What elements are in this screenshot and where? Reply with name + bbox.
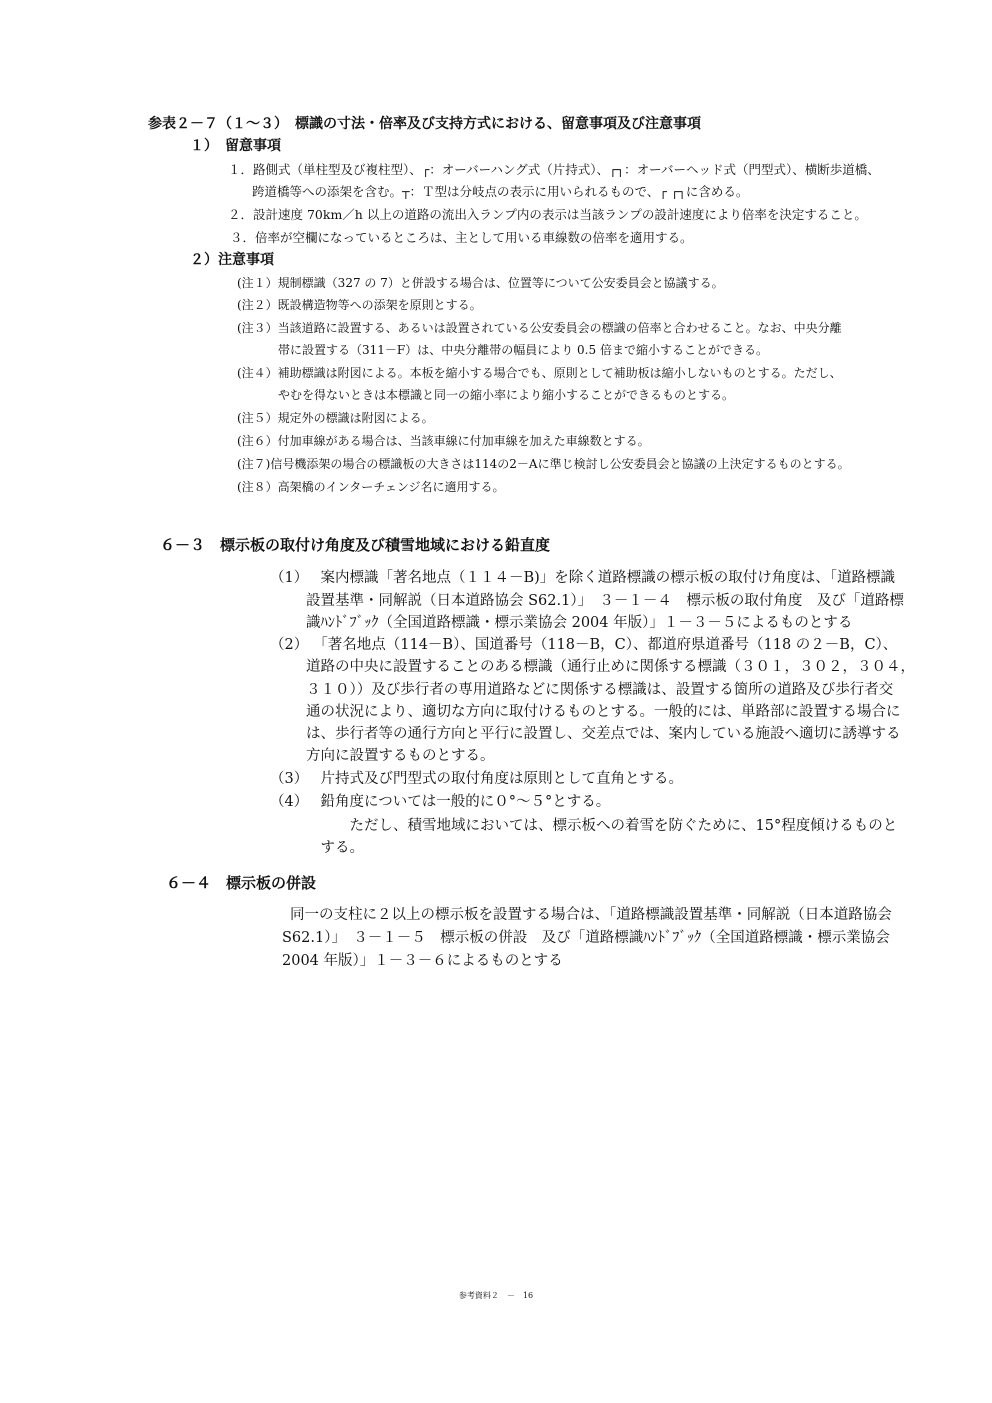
caution-note-3-line-1: (注３）当該道路に設置する、あるいは設置されている公安委員会の標識の倍率と合わせること。なお、中央分離	[237, 321, 842, 335]
caution-note-7: (注７)信号機添架の場合の標識板の大きさは114の2－Aに準じ検討し公安委員会と協議の上決定するものとする。	[237, 457, 850, 471]
consideration-3: ３．倍率が空欄になっているところは、主として用いる車線数の倍率を適用する。	[230, 230, 693, 245]
caution-note-3-line-2: 帯に設置する（311－F）は、中央分離帯の幅員により 0.5 倍まで縮小することができる。	[278, 343, 768, 357]
item-1-line-2: 設置基準・同解説（日本道路協会 S62.1）」 ３－１－４ 標示板の取付角度 及び「道路標	[306, 593, 904, 609]
item-2-line-4: 通の状況により、適切な方向に取付けるものとする。一般的には、単路部に設置する場合に	[306, 704, 901, 720]
caution-note-5: (注５）規定外の標識は附図による。	[237, 411, 434, 425]
section-6-4-line-2: S62.1）」 ３－１－５ 標示板の併設 及び「道路標識ﾊﾝﾄﾞﾌﾞｯｸ（全国道路標識・標示業協会	[282, 930, 890, 946]
considerations-heading: １） 留意事項	[190, 138, 281, 154]
item-2-line-1: 「著名地点（114－B）、国道番号（118－B，C）、都道府県道番号（118 の２－B，C）、	[306, 637, 898, 653]
item-1-number: （1）	[270, 570, 309, 586]
item-4-number: （4）	[270, 794, 309, 810]
consideration-1-line-1: １．路側式（単柱型及び複柱型）、┌：オーバーハング式（片持式）、┌┐：オーバーヘッド式（門型式）、横断歩道橋、	[228, 162, 880, 177]
item-4-line-1: 鉛角度については一般的に０°～５°とする。	[306, 794, 611, 810]
caution-note-1: (注１）規制標識（327 の 7）と併設する場合は、位置等について公安委員会と協議する。	[237, 276, 724, 290]
section-6-3-heading: ６－３ 標示板の取付け角度及び積雪地域における鉛直度	[160, 536, 551, 554]
item-2-number: （2）	[270, 637, 309, 653]
consideration-2: ２．設計速度 70km／h 以上の道路の流出入ランプ内の表示は当該ランプの設計速度により倍率を決定すること。	[228, 207, 867, 222]
section-6-4-heading: ６－４ 標示板の併設	[166, 874, 317, 892]
caution-note-4-line-1: (注４）補助標識は附図による。本板を縮小する場合でも、原則として補助板は縮小しないものとする。ただし、	[237, 366, 842, 380]
item-2-line-6: 方向に設置するものとする。	[306, 748, 495, 764]
item-2-line-2: 道路の中央に設置することのある標識（通行止めに関係する標識（３０１，３０２，３０４，	[306, 659, 915, 675]
item-2-line-5: は、歩行者等の通行方向と平行に設置し、交差点では、案内している施設へ適切に誘導する	[306, 726, 901, 742]
caution-note-4-line-2: やむを得ないときは本標識と同一の縮小率により縮小することができるものとする。	[278, 388, 735, 402]
section-6-4-line-3: 2004 年版）」１－３－６によるものとする	[282, 953, 563, 969]
item-4-line-3: する。	[306, 840, 364, 856]
item-3-number: （3）	[270, 771, 309, 787]
item-3-line-1: 片持式及び門型式の取付角度は原則として直角とする。	[306, 771, 683, 787]
caution-note-6: (注６）付加車線がある場合は、当該車線に付加車線を加えた車線数とする。	[237, 434, 650, 448]
item-1-line-3: 識ﾊﾝﾄﾞﾌﾞｯｸ（全国道路標識・標示業協会 2004 年版）」１－３－５によるものとする	[306, 615, 853, 631]
item-4-line-2: ただし、積雪地域においては、標示板への着雪を防ぐために、15°程度傾けるものと	[306, 818, 898, 834]
section-6-4-line-1: 同一の支柱に２以上の標示板を設置する場合は、「道路標識設置基準・同解説（日本道路協会	[290, 907, 892, 923]
page-footer: 参考資料２ － 16	[458, 1291, 534, 1300]
item-2-line-3: ３１０））及び歩行者の専用道路などに関係する標識は、設置する箇所の道路及び歩行者交	[306, 682, 894, 698]
caution-note-2: (注２）既設構造物等への添架を原則とする。	[237, 298, 482, 312]
caution-note-8: (注８）高架橋のインターチェンジ名に適用する。	[237, 480, 505, 494]
item-1-line-1: 案内標識「著名地点（１１４－B)」を除く道路標識の標示板の取付け角度は、「道路標識	[306, 570, 896, 586]
cautions-heading: ２）注意事項	[190, 252, 274, 268]
consideration-1-line-2: 跨道橋等への添架を含む。┬：Ｔ型は分岐点の表示に用いられるもので、┌ ┌┐に含める。	[252, 184, 749, 199]
table-note-title: 参表２－７（１～３） 標識の寸法・倍率及び支持方式における、留意事項及び注意事項	[148, 116, 701, 132]
